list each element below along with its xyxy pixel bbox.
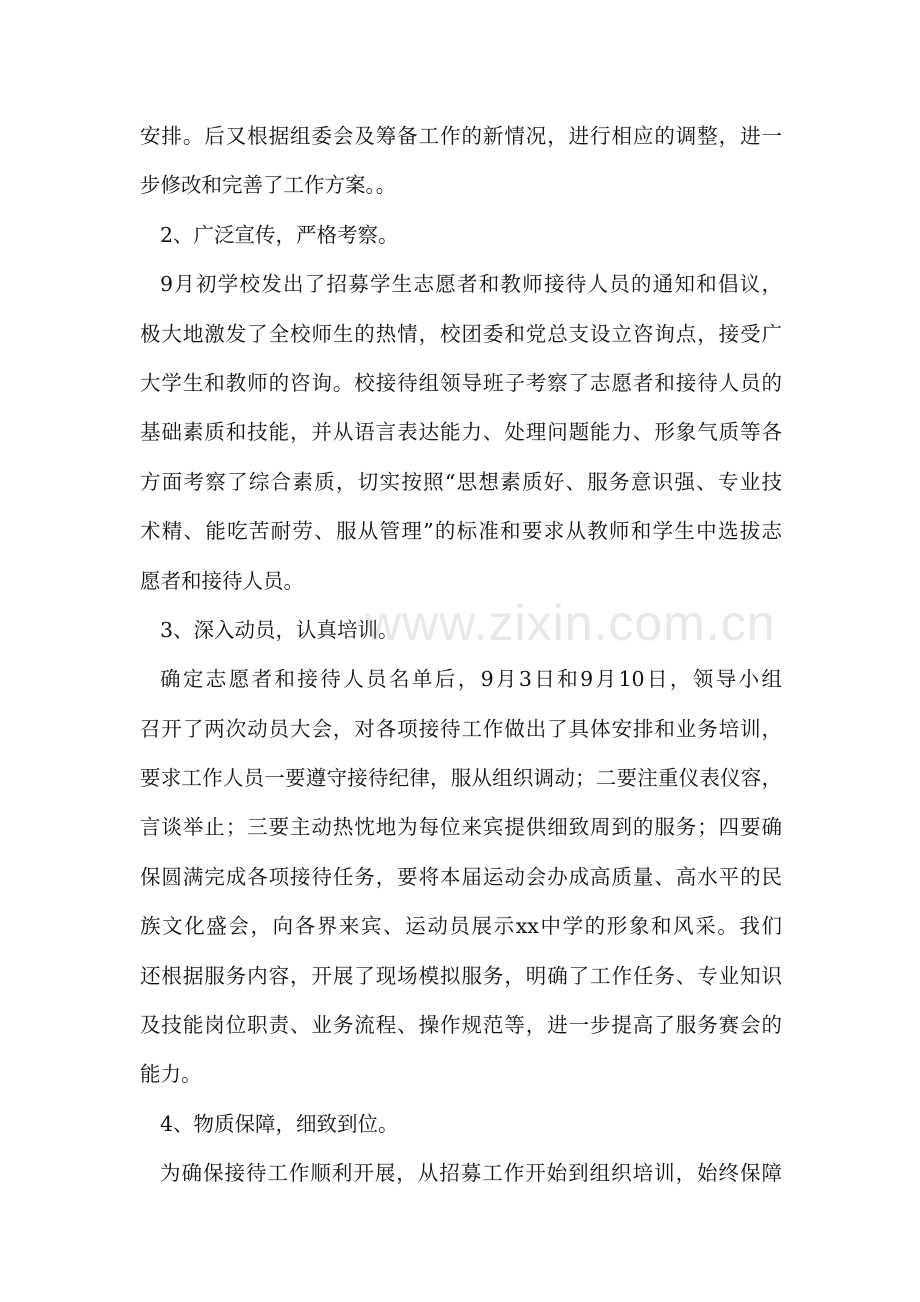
text-line: 确定志愿者和接待人员名单后，9月3日和9月10日，领导小组 [160, 667, 782, 692]
text-line: 言谈举止；三要主动热忱地为每位来宾提供细致周到的服务；四要确 [140, 815, 782, 840]
section-heading: 3、深入动员，认真培训。 [160, 617, 399, 642]
text-line: 为确保接待工作顺利开展，从招募工作开始到组织培训，始终保障 [160, 1161, 782, 1186]
text-line: 族文化盛会，向各界来宾、运动员展示xx中学的形象和风采。我们 [140, 914, 782, 939]
text-line: 能力。 [140, 1062, 202, 1087]
document-body [140, 112, 782, 1199]
text-line: 基础素质和技能，并从语言表达能力、处理问题能力、形象气质等各 [140, 420, 782, 445]
text-line: 保圆满完成各项接待任务，要将本届运动会办成高质量、高水平的民 [140, 864, 782, 889]
text-line: 要求工作人员一要遵守接待纪律，服从组织调动；二要注重仪表仪容， [140, 766, 782, 791]
text-line: 及技能岗位职责、业务流程、操作规范等，进一步提高了服务赛会的 [140, 1013, 782, 1038]
watermark: www.zixin.com.cn [365, 595, 776, 651]
text-line: 术精、能吃苦耐劳、服从管理”的标准和要求从教师和学生中选拔志 [140, 519, 782, 544]
text-line: 安排。后又根据组委会及筹备工作的新情况，进行相应的调整，进一 [140, 124, 782, 148]
text-line: 方面考察了综合素质，切实按照“思想素质好、服务意识强、专业技 [140, 469, 782, 494]
text-line: 大学生和教师的咨询。校接待组领导班子考察了志愿者和接待人员的 [140, 370, 782, 395]
text-line: 极大地激发了全校师生的热情，校团委和党总支设立咨询点，接受广 [140, 321, 782, 346]
text-line: 愿者和接待人员。 [140, 568, 304, 593]
text-line: 召开了两次动员大会，对各项接待工作做出了具体安排和业务培训， [140, 716, 782, 741]
section-heading: 2、广泛宣传，严格考察。 [160, 222, 399, 247]
section-heading: 4、物质保障，细致到位。 [160, 1111, 399, 1136]
text-line: 步修改和完善了工作方案。。 [140, 173, 397, 198]
text-line: 9月初学校发出了招募学生志愿者和教师接待人员的通知和倡议， [160, 272, 782, 297]
text-line: 还根据服务内容，开展了现场模拟服务，明确了工作任务、专业知识 [140, 963, 782, 988]
